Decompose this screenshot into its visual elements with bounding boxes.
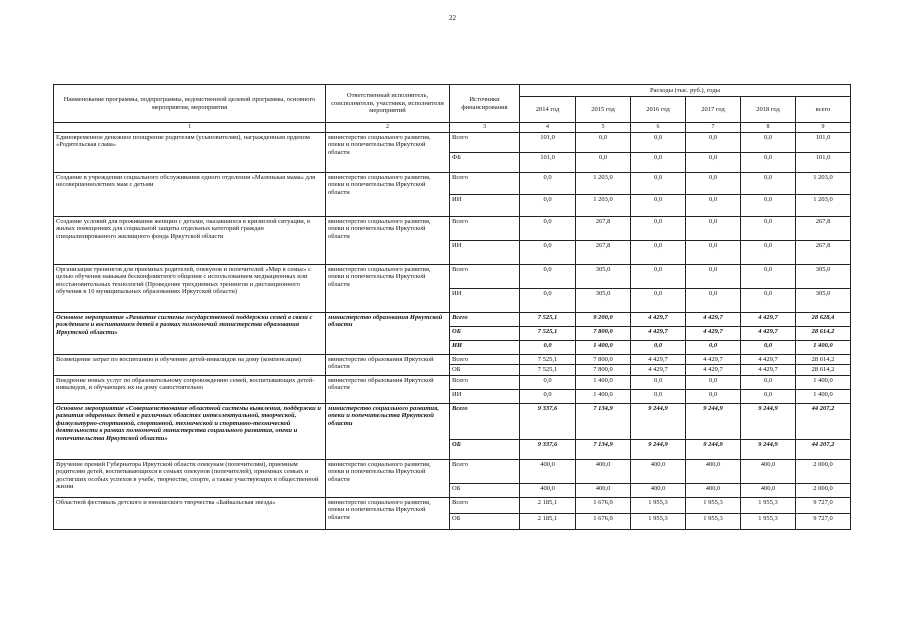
funding-source: ИИ (450, 341, 520, 355)
total-value: 1 203,0 (796, 195, 851, 217)
total-value: 44 207,2 (796, 439, 851, 459)
year-value: 0,0 (686, 153, 741, 173)
year-value: 0,0 (631, 341, 686, 355)
total-value: 1 400,0 (796, 341, 851, 355)
table-row (54, 403, 851, 439)
funding-source: ИИ (450, 289, 520, 313)
executor: министерство образования Иркутской области (326, 313, 450, 355)
year-value: 9 244,9 (631, 403, 686, 439)
year-value: 0,0 (631, 173, 686, 195)
col-index: 6 (631, 123, 686, 133)
year-value: 0,0 (520, 341, 576, 355)
year-value: 267,8 (576, 217, 631, 241)
year-value: 400,0 (631, 459, 686, 483)
year-value: 4 429,7 (741, 365, 796, 375)
year-value: 9 337,6 (520, 403, 576, 439)
funding-source: ФБ (450, 153, 520, 173)
year-value: 9 244,9 (686, 403, 741, 439)
funding-source: ОБ (450, 327, 520, 341)
funding-source: ИИ (450, 241, 520, 265)
total-value: 9 727,0 (796, 497, 851, 513)
year-value: 4 429,7 (686, 355, 741, 365)
total-value: 28 614,2 (796, 355, 851, 365)
year-value: 0,0 (686, 217, 741, 241)
year-value: 0,0 (741, 265, 796, 289)
funding-source: ОБ (450, 513, 520, 529)
year-value: 7 800,0 (576, 355, 631, 365)
year-value: 0,0 (631, 241, 686, 265)
table-row (54, 173, 851, 195)
year-value: 400,0 (741, 459, 796, 483)
table-row (54, 265, 851, 289)
year-value: 0,0 (686, 265, 741, 289)
year-value: 0,0 (520, 217, 576, 241)
year-value: 1 676,0 (576, 513, 631, 529)
total-value: 9 727,0 (796, 513, 851, 529)
year-value: 0,0 (741, 289, 796, 313)
col-index: 8 (741, 123, 796, 133)
year-value: 0,0 (631, 153, 686, 173)
year-value: 101,0 (520, 153, 576, 173)
col-index: 9 (796, 123, 851, 133)
year-value: 0,0 (520, 375, 576, 389)
total-value: 101,0 (796, 133, 851, 153)
year-value: 0,0 (631, 265, 686, 289)
year-value: 4 429,7 (686, 327, 741, 341)
year-value: 0,0 (686, 389, 741, 403)
executor: министерство социального развития, опеки и попечительства Иркутской области (326, 133, 450, 173)
year-value: 9 244,9 (631, 439, 686, 459)
funding-source: Всего (450, 497, 520, 513)
year-value: 4 429,7 (631, 313, 686, 327)
executor: министерство социального развития, опеки и попечительства Иркутской области (326, 497, 450, 529)
year-value: 0,0 (631, 195, 686, 217)
col-index: 7 (686, 123, 741, 133)
year-value: 0,0 (520, 173, 576, 195)
funding-source: ОБ (450, 439, 520, 459)
year-value: 1 400,0 (576, 341, 631, 355)
col-index: 2 (326, 123, 450, 133)
year-value: 7 525,1 (520, 313, 576, 327)
year-value: 1 955,3 (686, 497, 741, 513)
year-value: 0,0 (741, 375, 796, 389)
table-row (54, 375, 851, 389)
year-value: 9 244,9 (686, 439, 741, 459)
col-index: 3 (450, 123, 520, 133)
col-index: 5 (576, 123, 631, 133)
year-value: 0,0 (520, 289, 576, 313)
executor: министерство социального развития, опеки и попечительства Иркутской области (326, 265, 450, 313)
funding-source: ИИ (450, 195, 520, 217)
header-year: 2017 год (686, 97, 741, 123)
year-value: 0,0 (631, 389, 686, 403)
year-value: 0,0 (741, 241, 796, 265)
year-value: 1 203,0 (576, 173, 631, 195)
funding-source: Всего (450, 265, 520, 289)
year-value: 0,0 (576, 153, 631, 173)
funding-source: Всего (450, 403, 520, 439)
year-value: 0,0 (631, 289, 686, 313)
year-value: 1 203,0 (576, 195, 631, 217)
year-value: 1 955,3 (741, 513, 796, 529)
header-total: всего (796, 97, 851, 123)
year-value: 0,0 (686, 341, 741, 355)
total-value: 28 614,2 (796, 365, 851, 375)
year-value: 4 429,7 (631, 365, 686, 375)
year-value: 0,0 (686, 289, 741, 313)
year-value: 1 955,3 (741, 497, 796, 513)
year-value: 400,0 (686, 459, 741, 483)
measure-name: Единовременное денежное поощрение родителям (усыновителям), награжденным орденом «Родительская слава» (54, 133, 326, 173)
measure-name: Областной фестиваль детского и юношеского творчества «Байкальская звезда» (54, 497, 326, 529)
total-value: 2 000,0 (796, 459, 851, 483)
year-value: 0,0 (741, 133, 796, 153)
executor: министерство социального развития, опеки и попечительства Иркутской области (326, 459, 450, 497)
executor: министерство социального развития, опеки и попечительства Иркутской области (326, 217, 450, 265)
year-value: 7 800,0 (576, 327, 631, 341)
year-value: 4 429,7 (631, 355, 686, 365)
table-row (54, 313, 851, 327)
funding-source: Всего (450, 173, 520, 195)
year-value: 400,0 (631, 483, 686, 497)
year-value: 0,0 (520, 265, 576, 289)
measure-name: Возмещение затрат по воспитанию и обучению детей-инвалидов на дому (компенсация) (54, 355, 326, 376)
executor: министерство образования Иркутской области (326, 375, 450, 403)
funding-source: Всего (450, 459, 520, 483)
year-value: 0,0 (741, 341, 796, 355)
year-value: 1 955,3 (631, 497, 686, 513)
header-executor: Ответственный исполнитель, соисполнители, участники, исполнители мероприятий (326, 85, 450, 123)
year-value: 1 400,0 (576, 375, 631, 389)
measure-name: Основное мероприятие «Совершенствование областной системы выявления, поддержки и развития одаренных детей в различных областях интеллектуальной, творческой, физкультурно-спортивной, спортивной, технической и спортивно-технической деятельности в рамках полномочий министерства социального развития, опеки и попечительства Иркутской области» (54, 403, 326, 459)
table-body (54, 133, 851, 530)
year-value: 7 134,9 (576, 439, 631, 459)
year-value: 400,0 (686, 483, 741, 497)
measure-name: Создание условий для проживания женщин с детьми, оказавшихся в кризисной ситуации, в жилых помещениях для социальной защиты отдельных категорий граждан специализированного жилищного фонда Иркутской области (54, 217, 326, 265)
measure-name: Вручение премий Губернатора Иркутской области опекунам (попечителям), приемным родителям детей, воспитывающихся в семьях опекунов (попечителей), приемных семьях и достигших особых успехов в учебе, творчестве, спорте, а также участвующих в общественной жизни (54, 459, 326, 497)
year-value: 400,0 (520, 483, 576, 497)
year-value: 1 676,0 (576, 497, 631, 513)
header-expenses: Расходы (тыс. руб.), годы (520, 85, 851, 97)
col-index: 1 (54, 123, 326, 133)
year-value: 0,0 (520, 195, 576, 217)
funding-source: Всего (450, 375, 520, 389)
funding-source: ИИ (450, 389, 520, 403)
year-value: 9 337,6 (520, 439, 576, 459)
year-value: 1 955,3 (631, 513, 686, 529)
year-value: 0,0 (686, 375, 741, 389)
total-value: 101,0 (796, 153, 851, 173)
year-value: 305,0 (576, 265, 631, 289)
year-value: 0,0 (520, 389, 576, 403)
total-value: 1 400,0 (796, 375, 851, 389)
year-value: 7 134,9 (576, 403, 631, 439)
budget-table (53, 84, 851, 530)
funding-source: Всего (450, 355, 520, 365)
year-value: 4 429,7 (631, 327, 686, 341)
total-value: 305,0 (796, 289, 851, 313)
page-number: 22 (449, 14, 456, 22)
total-value: 1 400,0 (796, 389, 851, 403)
year-value: 0,0 (741, 217, 796, 241)
year-value: 2 185,1 (520, 497, 576, 513)
year-value: 0,0 (631, 133, 686, 153)
year-value: 7 800,0 (576, 365, 631, 375)
total-value: 44 207,2 (796, 403, 851, 439)
measure-name: Организация тренингов для приемных родителей, опекунов и попечителей «Мир в семье» с целью обучения навыкам бесконфликтного общения с использованием медиационных или восстановительных технологий (Проведение трехдневных тренингов и дистанционного обучения в 10 муниципальных образованиях Иркутской области) (54, 265, 326, 313)
total-value: 28 628,4 (796, 313, 851, 327)
funding-source: Всего (450, 217, 520, 241)
year-value: 7 525,1 (520, 327, 576, 341)
year-value: 0,0 (686, 133, 741, 153)
executor: министерство социального развития, опеки и попечительства Иркутской области (326, 173, 450, 217)
year-value: 0,0 (631, 217, 686, 241)
header-year: 2018 год (741, 97, 796, 123)
year-value: 0,0 (520, 241, 576, 265)
year-value: 0,0 (741, 173, 796, 195)
year-value: 400,0 (741, 483, 796, 497)
funding-source: ОБ (450, 483, 520, 497)
total-value: 267,8 (796, 217, 851, 241)
year-value: 400,0 (520, 459, 576, 483)
year-value: 7 525,1 (520, 355, 576, 365)
table-row (54, 459, 851, 483)
year-value: 0,0 (631, 375, 686, 389)
year-value: 0,0 (576, 133, 631, 153)
table-row (54, 497, 851, 513)
header-name: Наименование программы, подпрограммы, ведомственной целевой программы, основного мероприятия, мероприятия (54, 85, 326, 123)
total-value: 1 203,0 (796, 173, 851, 195)
year-value: 4 429,7 (686, 365, 741, 375)
executor: министерство социального развития, опеки и попечительства Иркутской области (326, 403, 450, 459)
year-value: 9 200,0 (576, 313, 631, 327)
header-year: 2016 год (631, 97, 686, 123)
header-year: 2014 год (520, 97, 576, 123)
year-value: 9 244,9 (741, 403, 796, 439)
table-row (54, 355, 851, 365)
year-value: 9 244,9 (741, 439, 796, 459)
table-row (54, 217, 851, 241)
measure-name: Создание в учреждении социального обслуживания одного отделения «Маленькая мама» для несовершеннолетних мам с детьми (54, 173, 326, 217)
year-value: 101,0 (520, 133, 576, 153)
col-index: 4 (520, 123, 576, 133)
year-value: 0,0 (686, 195, 741, 217)
year-value: 0,0 (686, 173, 741, 195)
year-value: 0,0 (741, 153, 796, 173)
total-value: 267,8 (796, 241, 851, 265)
header-source: Источники финансирования (450, 85, 520, 123)
table-row (54, 133, 851, 153)
year-value: 4 429,7 (741, 355, 796, 365)
year-value: 0,0 (741, 389, 796, 403)
funding-source: Всего (450, 133, 520, 153)
year-value: 2 185,1 (520, 513, 576, 529)
year-value: 0,0 (686, 241, 741, 265)
year-value: 305,0 (576, 289, 631, 313)
year-value: 4 429,7 (741, 327, 796, 341)
year-value: 0,0 (741, 195, 796, 217)
year-value: 1 400,0 (576, 389, 631, 403)
funding-source: Всего (450, 313, 520, 327)
funding-source: ОБ (450, 365, 520, 375)
year-value: 4 429,7 (686, 313, 741, 327)
year-value: 400,0 (576, 459, 631, 483)
year-value: 4 429,7 (741, 313, 796, 327)
header-year: 2015 год (576, 97, 631, 123)
year-value: 1 955,3 (686, 513, 741, 529)
total-value: 305,0 (796, 265, 851, 289)
year-value: 400,0 (576, 483, 631, 497)
year-value: 267,8 (576, 241, 631, 265)
measure-name: Внедрение новых услуг по образовательному сопровождению семей, воспитывающих детей-инвалидов, и обучающих их на дому самостоятельно (54, 375, 326, 403)
total-value: 2 000,0 (796, 483, 851, 497)
year-value: 7 525,1 (520, 365, 576, 375)
measure-name: Основное мероприятие «Развитие системы государственной поддержки семей в связи с рождением и воспитанием детей в рамках полномочий министерства образования Иркутской области» (54, 313, 326, 355)
executor: министерство образования Иркутской области (326, 355, 450, 376)
total-value: 28 614,2 (796, 327, 851, 341)
